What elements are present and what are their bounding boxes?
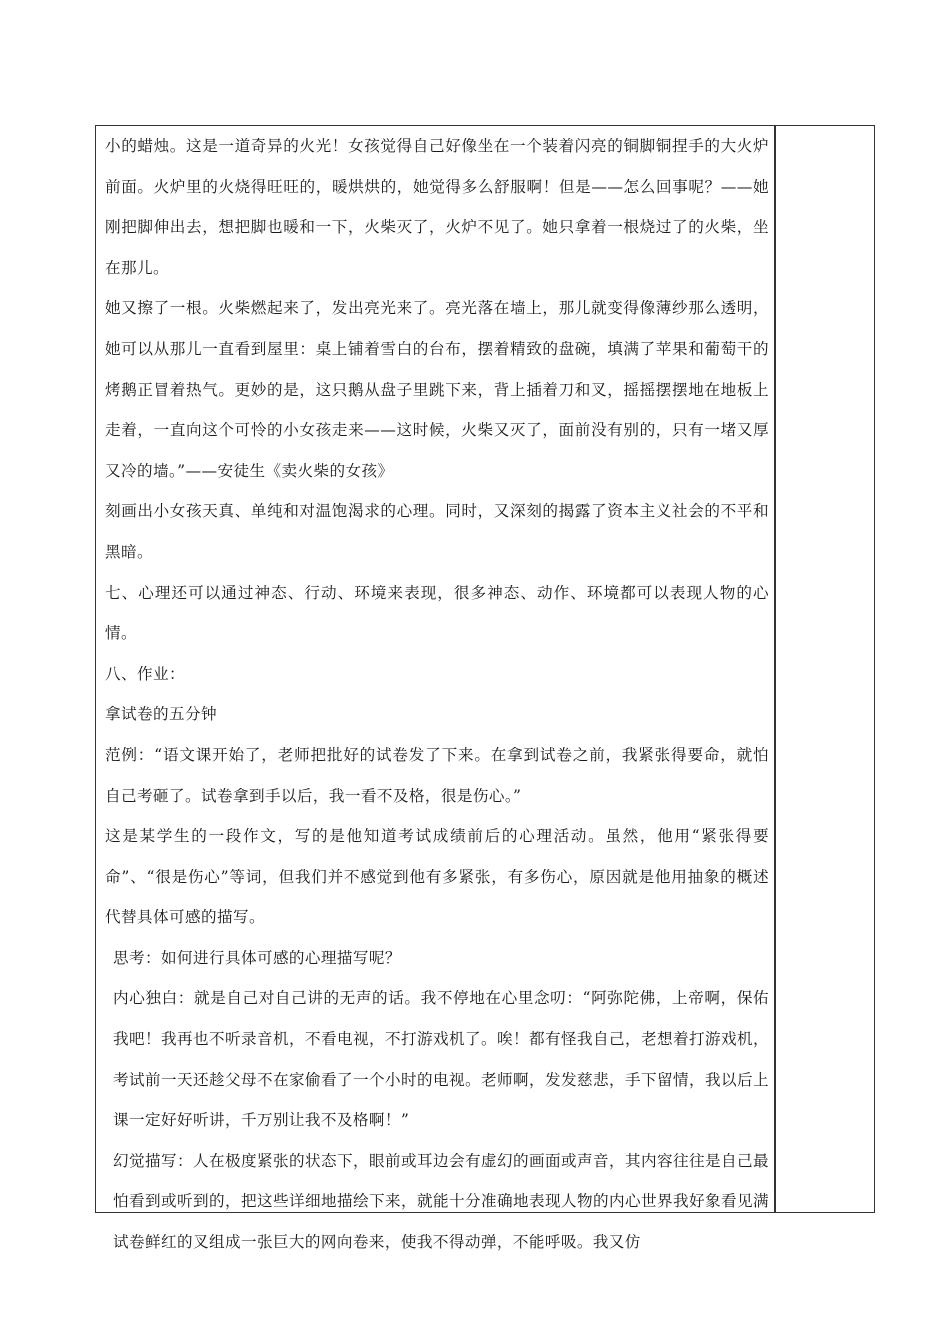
paragraph-5: 八、作业： <box>105 664 185 683</box>
paragraph-3: 刻画出小女孩天真、单纯和对温饱渴求的心理。同时，又深刻的揭露了资本主义社会的不平和黑暗。 <box>105 502 769 561</box>
paragraph-7: 范例：“语文课开始了，老师把批好的试卷发了下来。在拿到试卷之前，我紧张得要命，就怕自己考砸了。试卷拿到手以后，我一看不及格，很是伤心。” <box>105 745 769 805</box>
paragraph-4: 七、心理还可以通过神态、行动、环境来表现，很多神态、动作、环境都可以表现人物的心情。 <box>105 583 769 643</box>
paragraph-11: 幻觉描写：人在极度紧张的状态下，眼前或耳边会有虚幻的画面或声音，其内容往往是自己最怕看到或听到的，把这些详细地描绘下来，就能十分准确地表现人物的内心世界我好象看见满试卷鲜红的叉组成一张巨大的网向卷来，使我不得动弹，不能呼吸。我又仿 <box>113 1151 769 1252</box>
content-table <box>95 125 875 1252</box>
paragraph-1: 小的蜡烛。这是一道奇异的火光！女孩觉得自己好像坐在一个装着闪亮的铜脚铜捏手的大火炉前面。火炉里的火烧得旺旺的，暖烘烘的，她觉得多么舒服啊！但是——怎么回事呢？——她刚把脚伸出去，想把脚也暖和一下，火柴灭了，火炉不见了。她只拿着一根烧过了的火柴，坐在那儿。 <box>105 137 769 277</box>
paragraph-9: 思考：如何进行具体可感的心理描写呢？ <box>113 948 401 967</box>
table-column-divider <box>774 126 776 1212</box>
paragraph-6: 拿试卷的五分钟 <box>105 705 217 724</box>
paragraph-8: 这是某学生的一段作文，写的是他知道考试成绩前后的心理活动。虽然，他用“紧张得要命”、“很是伤心”等词，但我们并不感觉到他有多紧张，有多伤心，原因就是他用抽象的概述代替具体可感的描写。 <box>105 827 769 927</box>
text-cell <box>105 126 769 1263</box>
paragraph-10: 内心独白：就是自己对自己讲的无声的话。我不停地在心里念叨：“阿弥陀佛，上帝啊，保佑我吧！我再也不听录音机，不看电视，不打游戏机了。唉！都有怪我自己，老想着打游戏机，考试前一天还趁父母不在家偷看了一个小时的电视。老师啊，发发慈悲，手下留情，我以后上课一定好好听讲，千万别让我不及格啊！” <box>113 989 769 1130</box>
paragraph-2: 她又擦了一根。火柴燃起来了，发出亮光来了。亮光落在墙上，那儿就变得像薄纱那么透明，她可以从那儿一直看到屋里：桌上铺着雪白的台布，摆着精致的盘碗，填满了苹果和葡萄干的烤鹅正冒着热气。更妙的是，这只鹅从盘子里跳下来，背上插着刀和叉，摇摇摆摆地在地板上走着，一直向这个可怜的小女孩走来——这时候，火柴又灭了，面前没有别的，只有一堵又厚又冷的墙。”——安徒生《卖火柴的女孩》 <box>105 299 769 480</box>
